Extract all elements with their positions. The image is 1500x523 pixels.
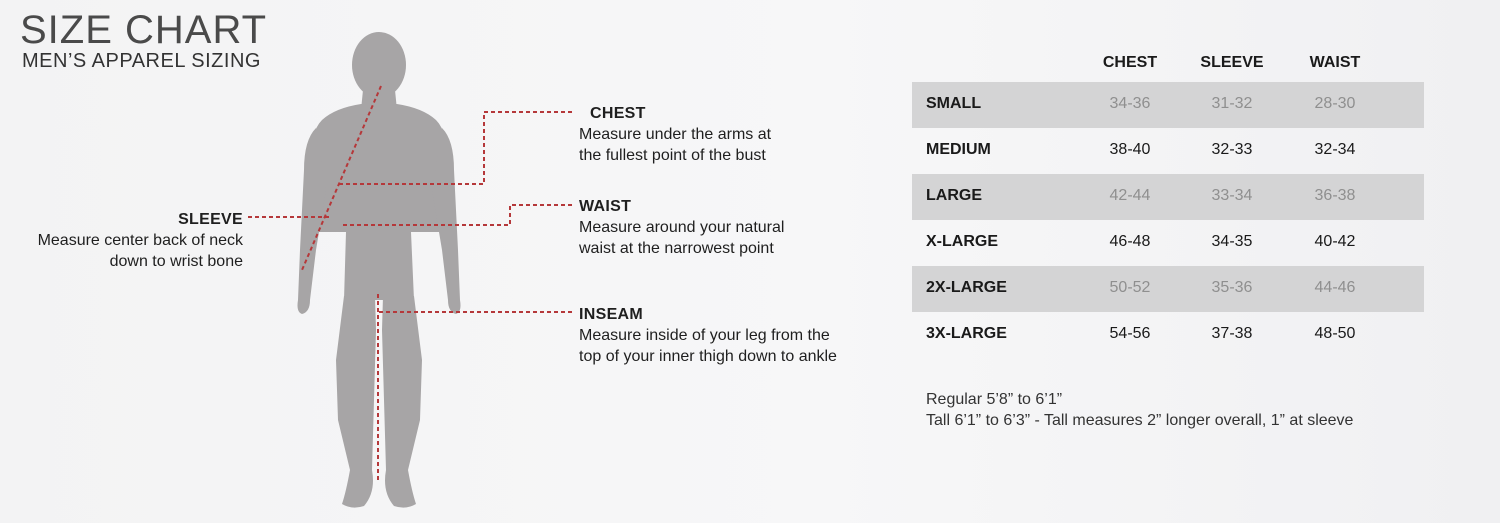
sleeve-description: Measure center back of neck down to wrist bone: [37, 232, 243, 270]
column-header-waist: WAIST: [1309, 54, 1361, 71]
waist-description: Measure around your natural waist at the narrowest point: [579, 219, 785, 257]
table-row: [912, 82, 1424, 128]
table-row: [912, 312, 1424, 358]
sleeve-value: 37-38: [1211, 325, 1253, 342]
size-label: MEDIUM: [926, 141, 991, 158]
chest-label: CHEST: [590, 105, 646, 122]
column-header-sleeve: SLEEVE: [1200, 54, 1264, 71]
waist-value: 28-30: [1314, 95, 1356, 112]
waist-guide: [579, 196, 784, 259]
sleeve-value: 33-34: [1211, 187, 1253, 204]
page-title: SIZE CHART: [20, 8, 268, 52]
chest-value: 38-40: [1109, 141, 1151, 158]
waist-value: 48-50: [1314, 325, 1356, 342]
size-label: LARGE: [926, 187, 982, 204]
waist-value: 44-46: [1314, 279, 1356, 296]
sleeve-value: 35-36: [1211, 279, 1253, 296]
chest-value: 50-52: [1109, 279, 1151, 296]
regular-note: Regular 5’8” to 6’1”: [926, 391, 1063, 408]
chest-value: 42-44: [1109, 187, 1151, 204]
waist-value: 36-38: [1314, 187, 1356, 204]
table-row: [912, 220, 1424, 266]
size-label: 2X-LARGE: [926, 279, 1007, 296]
waist-label: WAIST: [579, 198, 632, 215]
sleeve-value: 34-35: [1211, 233, 1253, 250]
inseam-label: INSEAM: [579, 306, 644, 323]
table-row: [912, 128, 1424, 174]
sleeve-value: 31-32: [1211, 95, 1253, 112]
table-row: [912, 174, 1424, 220]
size-label: 3X-LARGE: [926, 325, 1007, 342]
chest-guide-desc: [579, 124, 771, 166]
chest-description: Measure under the arms at the fullest point of the bust: [579, 126, 772, 164]
table-row: [912, 266, 1424, 312]
size-table: [912, 50, 1424, 358]
length-notes: [926, 389, 1353, 431]
size-label: SMALL: [926, 95, 982, 112]
inseam-description: Measure inside of your leg from the top of your inner thigh down to ankle: [579, 327, 837, 365]
page-subtitle: MEN’S APPAREL SIZING: [22, 50, 261, 72]
chest-value: 34-36: [1109, 95, 1151, 112]
sleeve-guide: [20, 209, 243, 272]
sleeve-value: 32-33: [1211, 141, 1253, 158]
chest-guide: [590, 103, 646, 124]
waist-value: 40-42: [1314, 233, 1356, 250]
waist-value: 32-34: [1314, 141, 1356, 158]
chest-value: 46-48: [1109, 233, 1151, 250]
column-header-chest: CHEST: [1102, 54, 1158, 71]
inseam-guide: [579, 304, 837, 367]
table-header: [912, 50, 1424, 82]
tall-note: Tall 6’1” to 6’3” - Tall measures 2” longer overall, 1” at sleeve: [926, 412, 1354, 429]
sleeve-label: SLEEVE: [178, 211, 243, 228]
chest-value: 54-56: [1109, 325, 1151, 342]
size-label: X-LARGE: [926, 233, 998, 250]
